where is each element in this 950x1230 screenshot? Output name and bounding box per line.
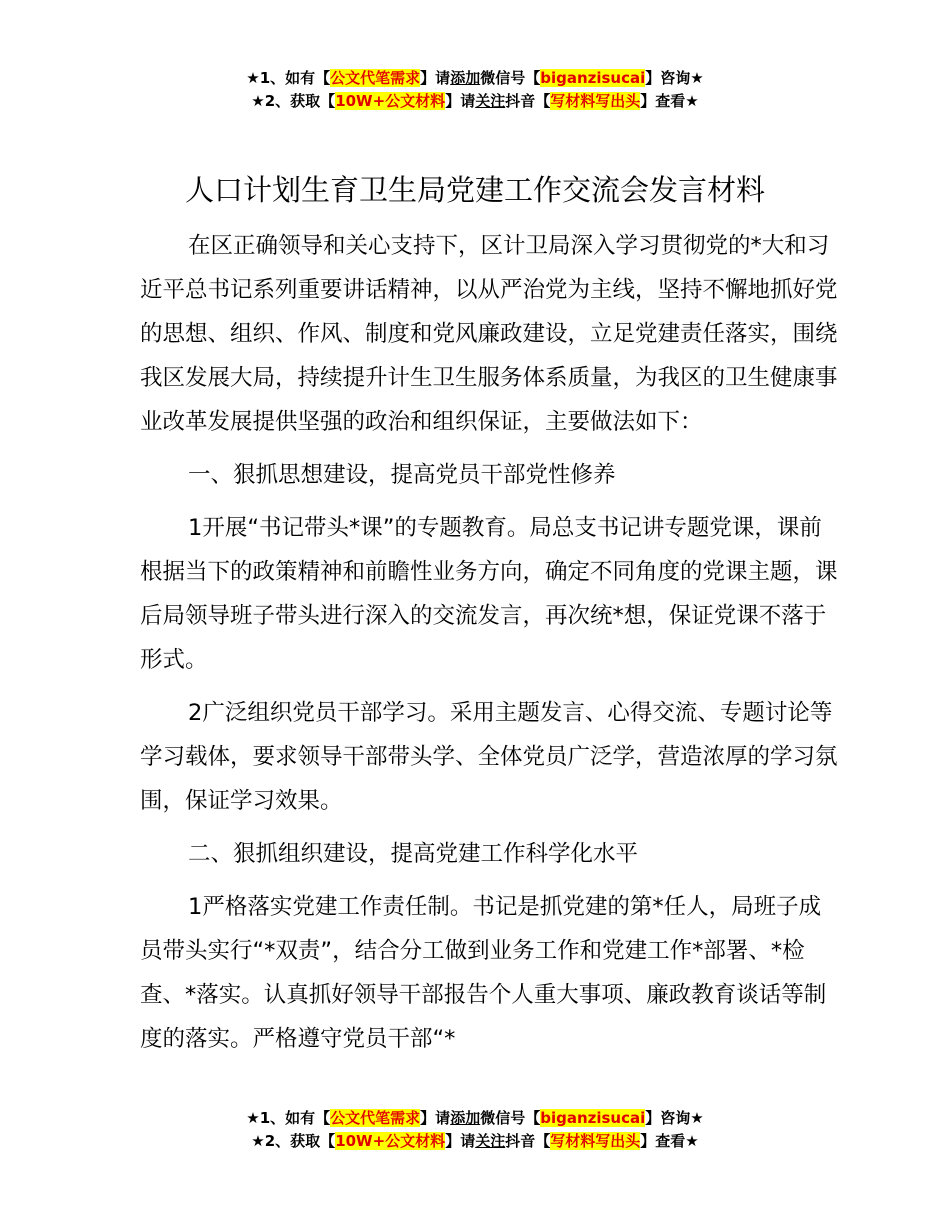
promo-text: 】咨询★ — [645, 1109, 704, 1127]
promo-text: 抖音【 — [505, 92, 551, 110]
promo-highlight: 写材料写出头 — [550, 1132, 641, 1150]
promo-text: 】咨询★ — [645, 69, 704, 87]
footer-promo-banner — [0, 1107, 950, 1153]
promo-highlight: biganzisucai — [540, 69, 646, 87]
promo-text: ★1、如有【 — [246, 1109, 331, 1127]
promo-highlight: 10W+公文材料 — [335, 1132, 446, 1150]
promo-highlight: 公文代笔需求 — [330, 1109, 421, 1127]
promo-highlight: biganzisucai — [540, 1109, 646, 1127]
promo-text: 添加 — [450, 69, 481, 87]
promo-text: 】请 — [445, 1132, 476, 1150]
promo-highlight: 10W+公文材料 — [335, 92, 446, 110]
promo-text: 】查看★ — [640, 1132, 699, 1150]
promo-text: 关注 — [475, 92, 506, 110]
paragraph: 2广泛组织党员干部学习。采用主题发言、心得交流、专题讨论等学习载体，要求领导干部带头学、全体党员广泛学，营造浓厚的学习氛围，保证学习效果。 — [140, 700, 838, 814]
promo-text: 】请 — [420, 69, 451, 87]
promo-text: 】请 — [445, 92, 476, 110]
promo-highlight: 公文代笔需求 — [330, 69, 421, 87]
document-body — [140, 224, 840, 1070]
document-title: 人口计划生育卫生局党建工作交流会发言材料 — [184, 173, 765, 207]
promo-text: 微信号【 — [480, 1109, 541, 1127]
promo-line-2 — [0, 1130, 950, 1153]
promo-text: ★1、如有【 — [246, 69, 331, 87]
promo-text: ★2、获取【 — [251, 1132, 336, 1150]
promo-text: 微信号【 — [480, 69, 541, 87]
promo-line-2 — [0, 90, 950, 113]
promo-text: ★2、获取【 — [251, 92, 336, 110]
promo-line-1 — [0, 67, 950, 90]
promo-text: 】查看★ — [640, 92, 699, 110]
section-heading-1: 一、狠抓思想建设，提高党员干部党性修养 — [188, 462, 616, 488]
paragraph-intro: 在区正确领导和关心支持下，区计卫局深入学习贯彻党的*大和习近平总书记系列重要讲话精神，以从严治党为主线，坚持不懈地抓好党的思想、组织、作风、制度和党风廉政建设，立足党建责任落实，围绕我区发展大局，持续提升计生卫生服务体系质量，为我区的卫生健康事业改革发展提供坚强的政治和组织保证，主要做法如下： — [140, 233, 838, 435]
paragraph: 1严格落实党建工作责任制。书记是抓党建的第*任人，局班子成员带头实行“*双责”，结合分工做到业务工作和党建工作*部署、*检查、*落实。认真抓好领导干部报告个人重大事项、廉政教育谈话等制度的落实。严格遵守党员干部“* — [140, 894, 827, 1052]
promo-text: 】请 — [420, 1109, 451, 1127]
header-promo-banner — [0, 67, 950, 113]
section-heading-2: 二、狠抓组织建设，提高党建工作科学化水平 — [188, 841, 639, 867]
promo-line-1 — [0, 1107, 950, 1130]
promo-text: 添加 — [450, 1109, 481, 1127]
promo-text: 抖音【 — [505, 1132, 551, 1150]
promo-highlight: 写材料写出头 — [550, 92, 641, 110]
paragraph: 1开展“书记带头*课”的专题教育。局总支书记讲专题党课，课前根据当下的政策精神和前瞻性业务方向，确定不同角度的党课主题，课后局领导班子带头进行深入的交流发言，再次统*想，保证党课不落于形式。 — [140, 515, 838, 673]
promo-text: 关注 — [475, 1132, 506, 1150]
